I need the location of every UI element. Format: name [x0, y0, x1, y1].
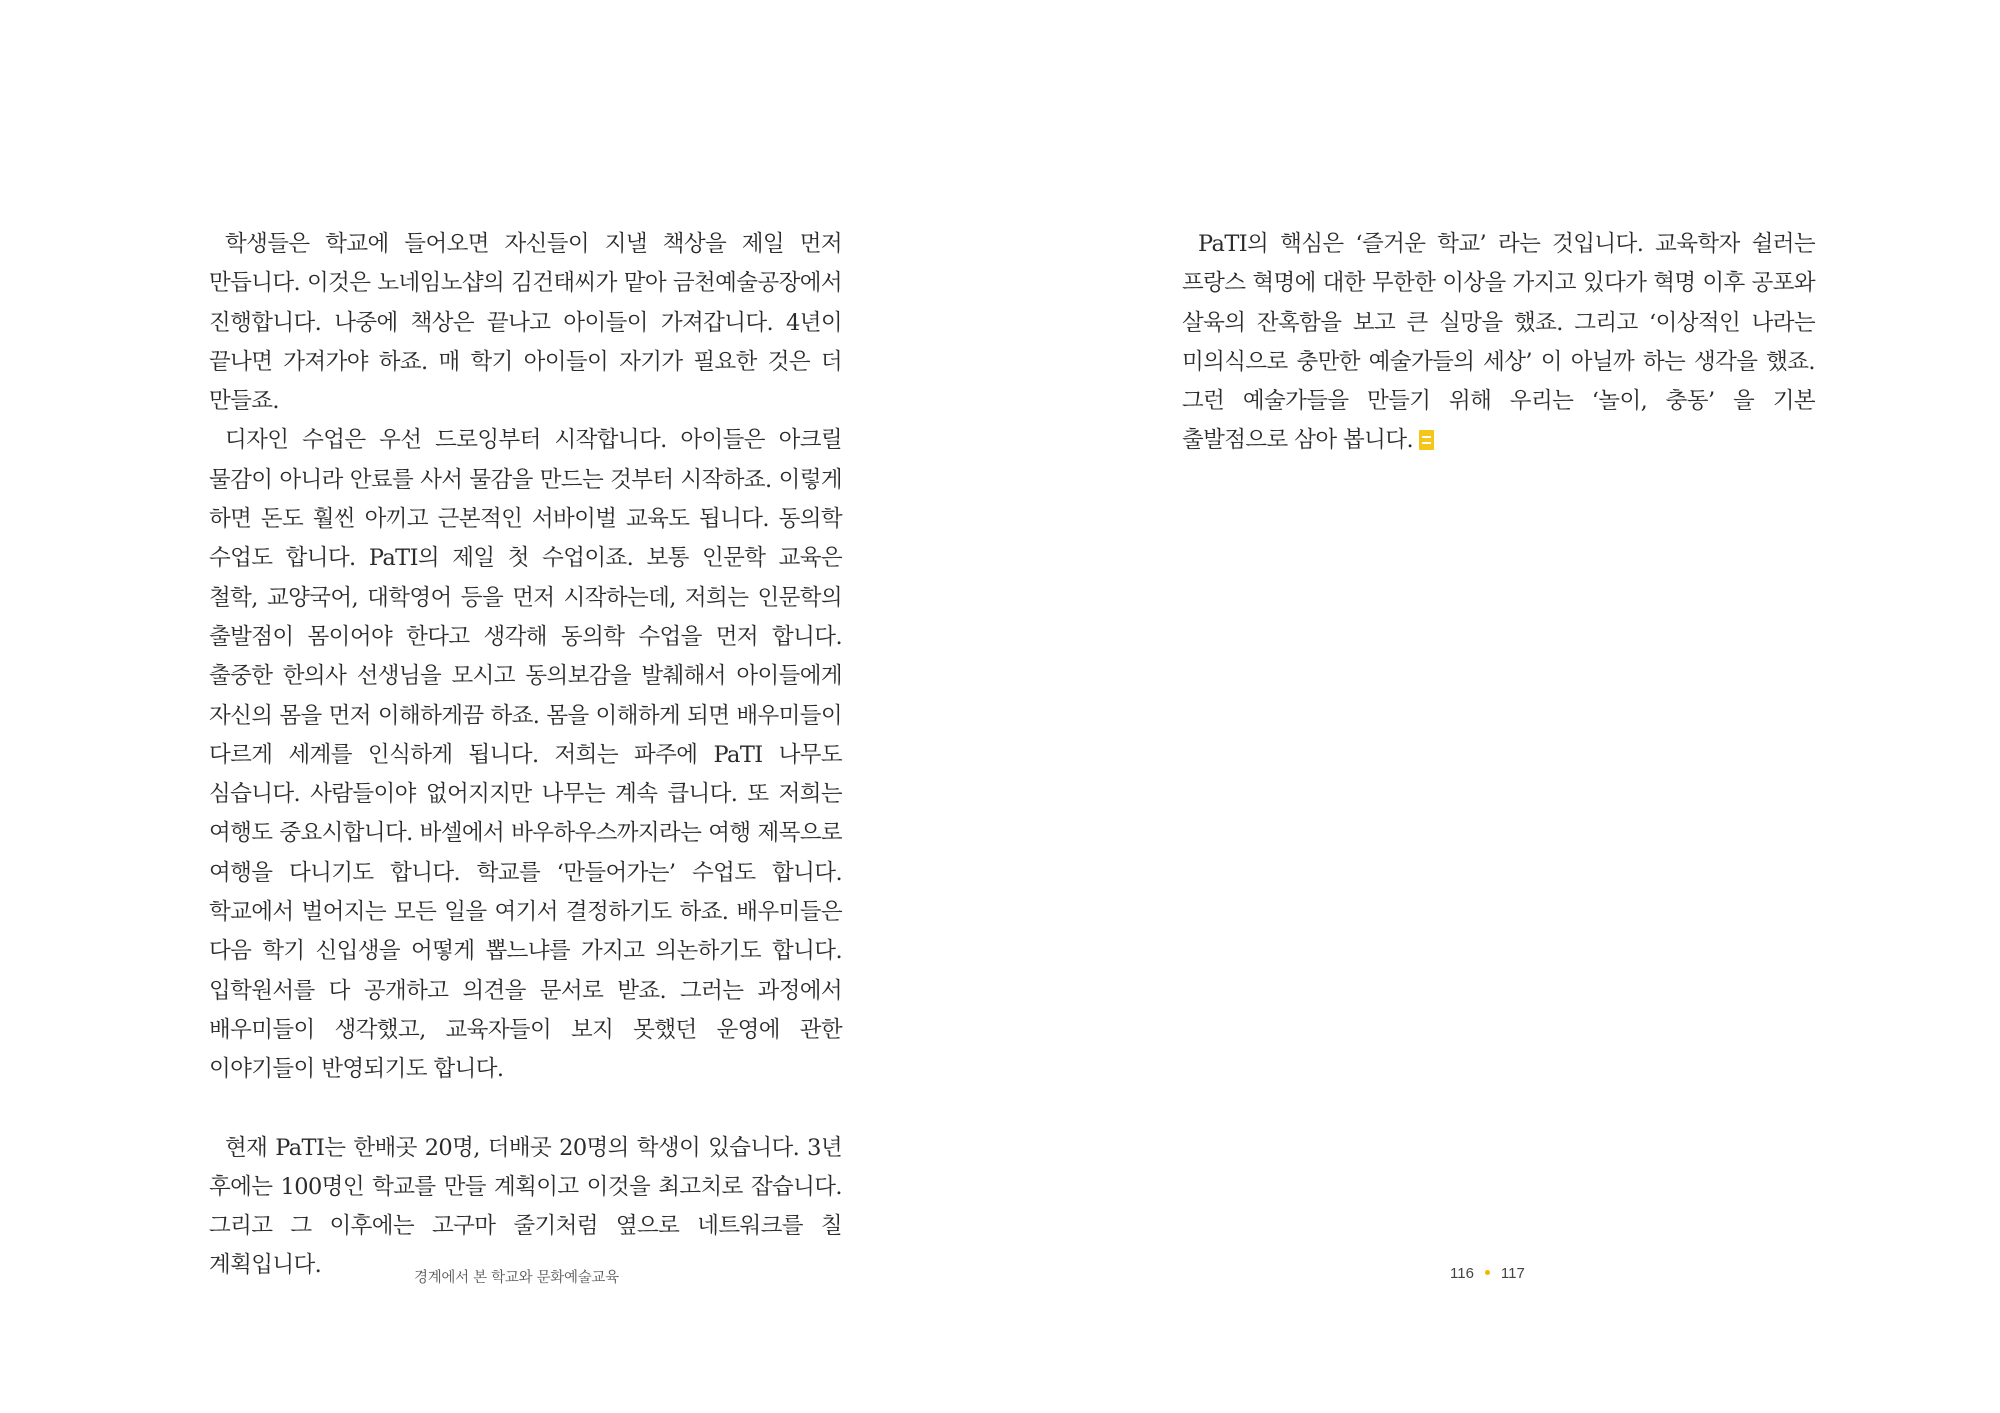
- folio-separator-dot-icon: [1485, 1270, 1490, 1275]
- body-paragraph: 디자인 수업은 우선 드로잉부터 시작합니다. 아이들은 아크릴 물감이 아니라 안료를 사서 물감을 만드는 것부터 시작하죠. 이렇게 하면 돈도 훨씬 아끼고 근본적인 서바이벌 교육도 됩니다. 동의학 수업도 합니다. PaTI의 제일 첫 수업이죠. 보통 인문학 교육은 철학, 교양국어, 대학영어 등을 먼저 시작하는데, 저희는 인문학의 출발점이 몸이어야 한다고 생각해 동의학 수업을 먼저 합니다. 출중한 한의사 선생님을 모시고 동의보감을 발췌해서 아이들에게 자신의 몸을 먼저 이해하게끔 하죠. 몸을 이해하게 되면 배우미들이 다르게 세계를 인식하게 됩니다. 저희는 파주에 PaTI 나무도 심습니다. 사람들이야 없어지지만 나무는 계속 큽니다. 또 저희는 여행도 중요시합니다. 바셀에서 바우하우스까지라는 여행 제목으로 여행을 다니기도 합니다. 학교를 ‘만들어가는’ 수업도 합니다. 학교에서 벌어지는 모든 일을 여기서 결정하기도 하죠. 배우미들은 다음 학기 신입생을 어떻게 뽑느냐를 가지고 의논하기도 합니다. 입학원서를 다 공개하고 의견을 문서로 받죠. 그러는 과정에서 배우미들이 생각했고, 교육자들이 보지 못했던 운영에 관한 이야기들이 반영되기도 합니다.: [209, 427, 842, 1083]
- page-number-right: 117: [1500, 1265, 1525, 1282]
- page-number-left: 116: [1450, 1265, 1474, 1282]
- body-paragraph: 학생들은 학교에 들어오면 자신들이 지낼 책상을 제일 먼저 만듭니다. 이것은 노네임노샵의 김건태씨가 맡아 금천예술공장에서 진행합니다. 나중에 책상은 끝나고 아이들이 가져갑니다. 4년이 끝나면 가져가야 하죠. 매 학기 아이들이 자기가 필요한 것은 더 만들죠.: [209, 231, 842, 415]
- right-page: [1000, 0, 2000, 1413]
- body-paragraph-text: PaTI의 핵심은 ‘즐거운 학교’ 라는 것입니다. 교육학자 쉴러는 프랑스 혁명에 대한 무한한 이상을 가지고 있다가 혁명 이후 공포와 살육의 잔혹함을 보고 큰 실망을 했죠. 그리고 ‘이상적인 나라는 미의식으로 충만한 예술가들의 세상’ 이 아닐까 하는 생각을 했죠. 그런 예술가들을 만들기 위해 우리는 ‘놀이, 충동’ 을 기본 출발점으로 삼아 봅니다.: [1182, 231, 1815, 454]
- running-footer-book-title: 경계에서 본 학교와 문화예술교육: [414, 1270, 619, 1286]
- end-of-article-mark-icon: [1419, 430, 1434, 450]
- left-page-body-text: [209, 225, 842, 1286]
- body-paragraph: 현재 PaTI는 한배곳 20명, 더배곳 20명의 학생이 있습니다. 3년 후에는 100명인 학교를 만들 계획이고 이것을 최고치로 잡습니다. 그리고 그 이후에는 고구마 줄기처럼 옆으로 네트워크를 칠 계획입니다.: [209, 1134, 842, 1279]
- page-numbers: [1450, 1265, 1525, 1282]
- right-page-body-text: [1182, 225, 1815, 461]
- body-paragraph: [1182, 225, 1815, 461]
